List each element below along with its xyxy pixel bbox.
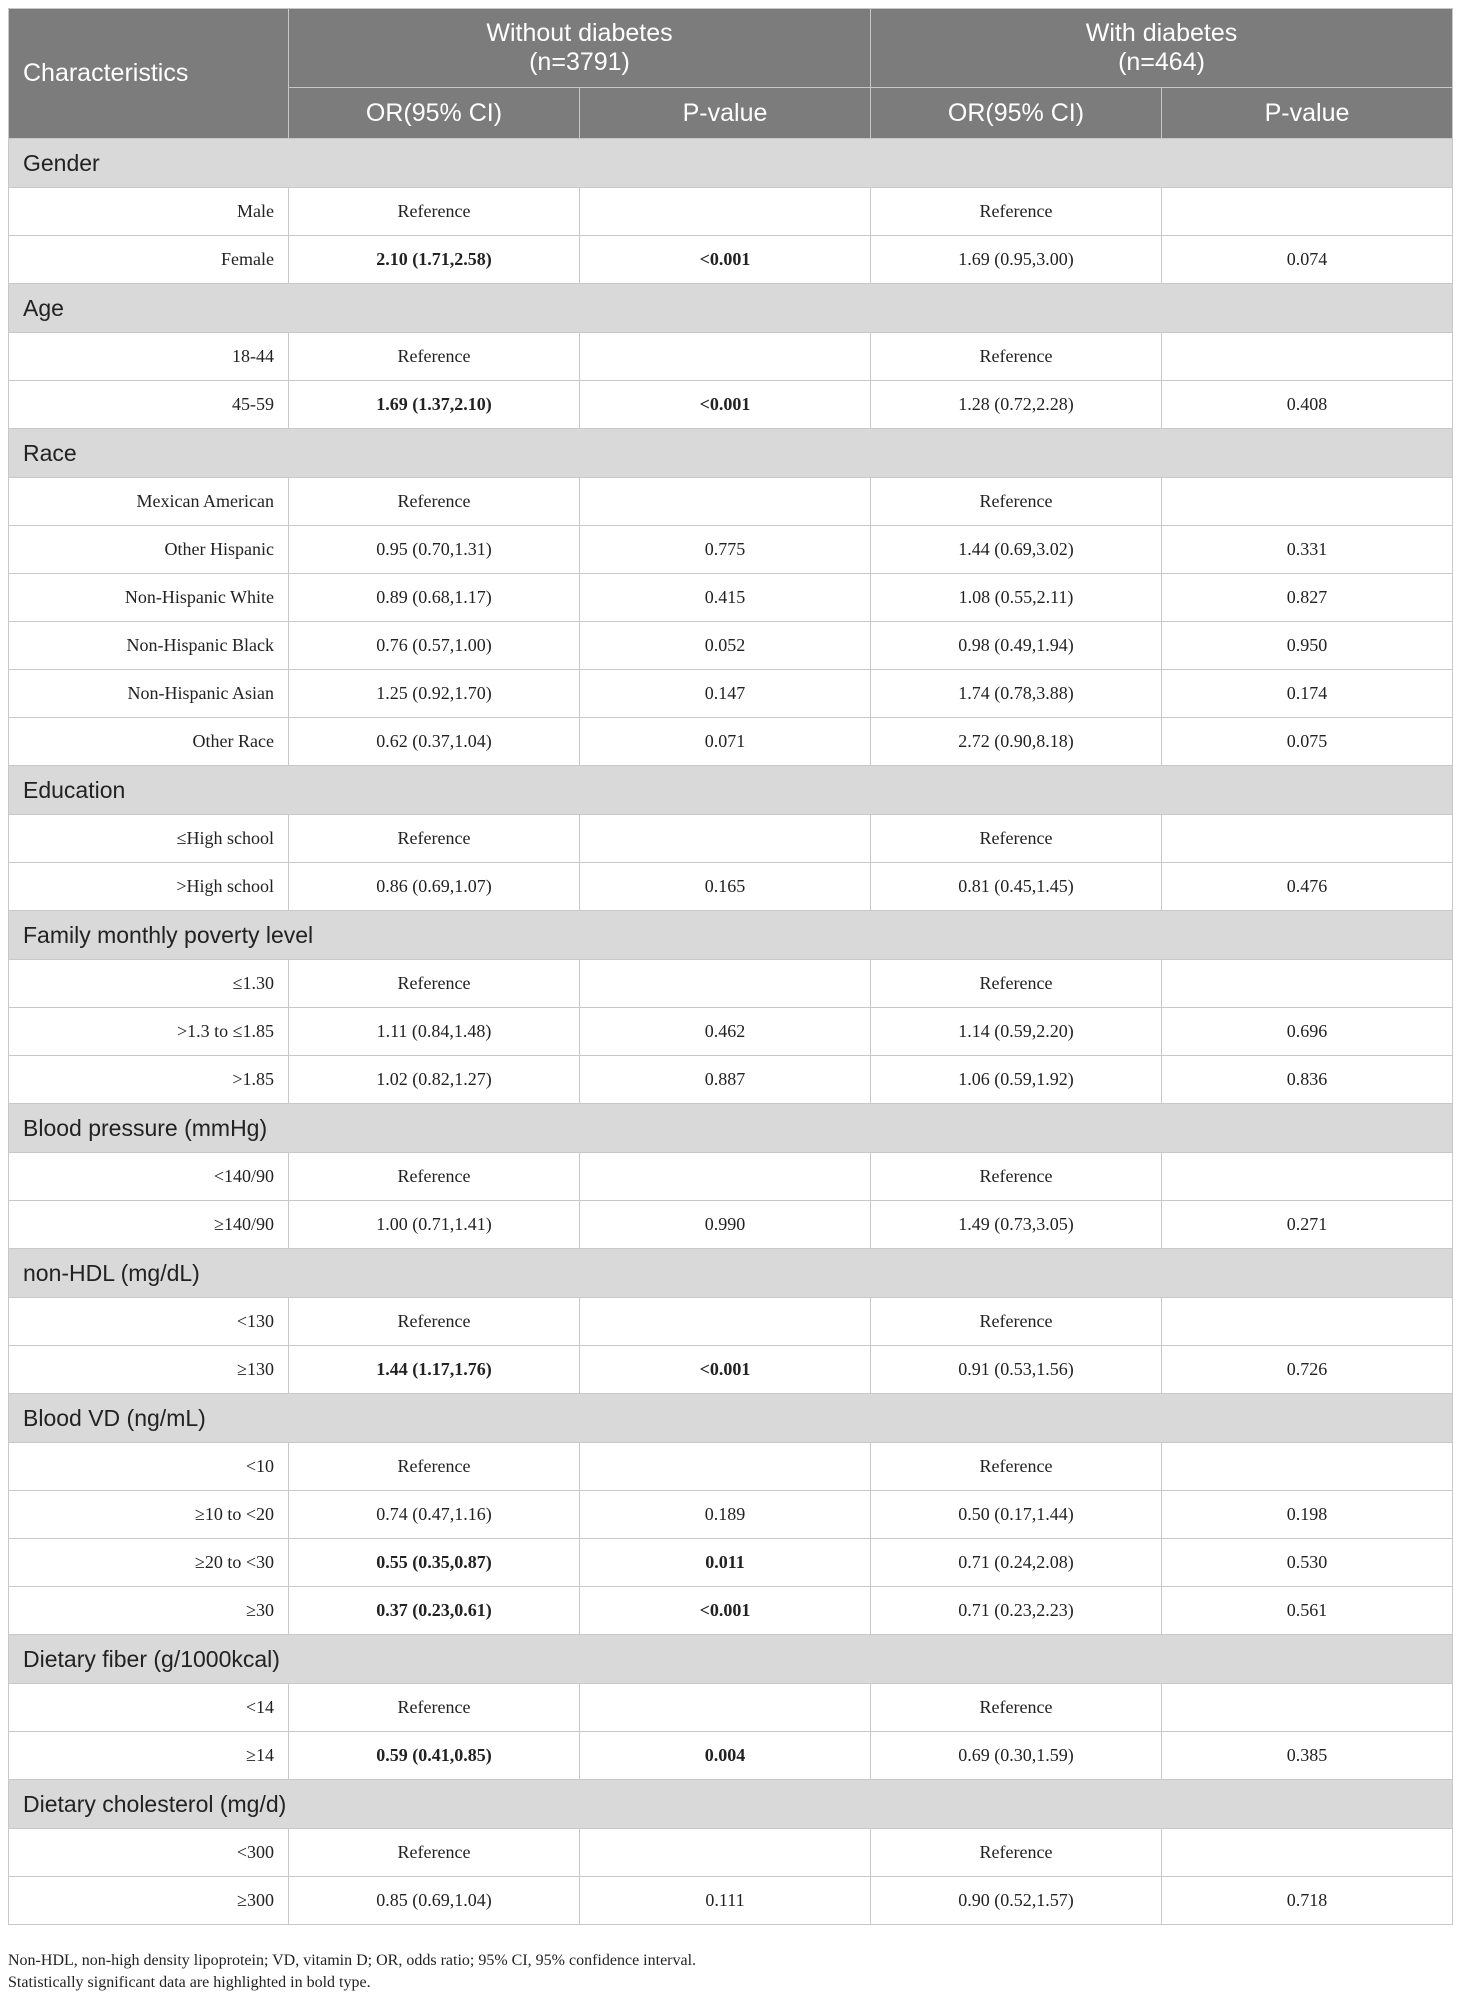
row-label: Male (9, 188, 289, 236)
cell-or-with-diabetes: Reference (871, 1298, 1162, 1346)
cell-or-with-diabetes: Reference (871, 1443, 1162, 1491)
cell-p-with-diabetes (1162, 478, 1453, 526)
table-container (8, 8, 1452, 1925)
cell-p-with-diabetes (1162, 1829, 1453, 1877)
cell-p-without-diabetes: 0.052 (580, 622, 871, 670)
cell-p-without-diabetes: 0.111 (580, 1877, 871, 1925)
table-row (9, 381, 1453, 429)
cell-or-without-diabetes: 2.10 (1.71,2.58) (289, 236, 580, 284)
cell-p-without-diabetes (580, 1153, 871, 1201)
table-row (9, 622, 1453, 670)
section-header-row (9, 429, 1453, 478)
header-or-ci: OR(95% CI) (871, 88, 1162, 139)
table-row (9, 1587, 1453, 1635)
row-label: <300 (9, 1829, 289, 1877)
cell-p-without-diabetes: <0.001 (580, 1346, 871, 1394)
section-header-row (9, 1394, 1453, 1443)
cell-p-without-diabetes: 0.147 (580, 670, 871, 718)
cell-p-with-diabetes: 0.174 (1162, 670, 1453, 718)
table-row (9, 1491, 1453, 1539)
cell-or-without-diabetes: Reference (289, 333, 580, 381)
section-title: Blood pressure (mmHg) (9, 1104, 1453, 1153)
section-header-row (9, 1104, 1453, 1153)
cell-p-without-diabetes (580, 1829, 871, 1877)
cell-or-without-diabetes: 1.02 (0.82,1.27) (289, 1056, 580, 1104)
cell-p-with-diabetes: 0.718 (1162, 1877, 1453, 1925)
cell-or-without-diabetes: Reference (289, 1298, 580, 1346)
row-label: ≥14 (9, 1732, 289, 1780)
table-row (9, 1201, 1453, 1249)
row-label: <10 (9, 1443, 289, 1491)
table-row (9, 1829, 1453, 1877)
cell-or-without-diabetes: 0.89 (0.68,1.17) (289, 574, 580, 622)
cell-or-without-diabetes: Reference (289, 478, 580, 526)
cell-or-with-diabetes: 1.06 (0.59,1.92) (871, 1056, 1162, 1104)
footnote-bold-note: Statistically significant data are highlighted in bold type. (8, 1974, 371, 1991)
row-label: >High school (9, 863, 289, 911)
table-row (9, 863, 1453, 911)
cell-or-with-diabetes: Reference (871, 960, 1162, 1008)
cell-or-without-diabetes: 0.62 (0.37,1.04) (289, 718, 580, 766)
cell-or-with-diabetes: Reference (871, 1829, 1162, 1877)
section-header-row (9, 1635, 1453, 1684)
cell-p-with-diabetes (1162, 333, 1453, 381)
cell-or-without-diabetes: 0.76 (0.57,1.00) (289, 622, 580, 670)
row-label: ≥30 (9, 1587, 289, 1635)
section-header-row (9, 139, 1453, 188)
cell-p-with-diabetes (1162, 1153, 1453, 1201)
cell-or-with-diabetes: Reference (871, 815, 1162, 863)
cell-p-without-diabetes (580, 188, 871, 236)
table-row (9, 188, 1453, 236)
header-group-without-diabetes (289, 9, 871, 88)
cell-or-with-diabetes: 1.74 (0.78,3.88) (871, 670, 1162, 718)
table-row (9, 670, 1453, 718)
cell-p-with-diabetes: 0.561 (1162, 1587, 1453, 1635)
section-header-row (9, 284, 1453, 333)
cell-or-without-diabetes: Reference (289, 1153, 580, 1201)
cell-p-with-diabetes (1162, 1443, 1453, 1491)
cell-or-without-diabetes: 0.86 (0.69,1.07) (289, 863, 580, 911)
section-title: Dietary cholesterol (mg/d) (9, 1780, 1453, 1829)
cell-or-with-diabetes: Reference (871, 1684, 1162, 1732)
cell-p-with-diabetes: 0.271 (1162, 1201, 1453, 1249)
cell-or-without-diabetes: 0.74 (0.47,1.16) (289, 1491, 580, 1539)
cell-or-with-diabetes: 0.71 (0.23,2.23) (871, 1587, 1162, 1635)
group-n: (n=464) (1118, 48, 1205, 76)
header-p-value: P-value (1162, 88, 1453, 139)
footnote-abbreviations: Non-HDL, non-high density lipoprotein; VD, vitamin D; OR, odds ratio; 95% CI, 95% confidence interval. (8, 1952, 697, 1969)
cell-or-with-diabetes: 0.71 (0.24,2.08) (871, 1539, 1162, 1587)
cell-or-with-diabetes: 1.14 (0.59,2.20) (871, 1008, 1162, 1056)
cell-p-without-diabetes: 0.887 (580, 1056, 871, 1104)
cell-p-without-diabetes: 0.415 (580, 574, 871, 622)
cell-p-without-diabetes: 0.071 (580, 718, 871, 766)
table-row (9, 1346, 1453, 1394)
row-label: >1.3 to ≤1.85 (9, 1008, 289, 1056)
row-label: <140/90 (9, 1153, 289, 1201)
cell-p-without-diabetes (580, 333, 871, 381)
results-table (8, 8, 1453, 1925)
table-row (9, 960, 1453, 1008)
cell-p-with-diabetes: 0.950 (1162, 622, 1453, 670)
cell-p-without-diabetes: 0.990 (580, 1201, 871, 1249)
group-title: Without diabetes (486, 19, 673, 47)
section-title: Race (9, 429, 1453, 478)
table-row (9, 1443, 1453, 1491)
cell-p-without-diabetes (580, 1684, 871, 1732)
table-row (9, 1298, 1453, 1346)
cell-p-with-diabetes: 0.476 (1162, 863, 1453, 911)
cell-p-with-diabetes (1162, 188, 1453, 236)
cell-p-without-diabetes: <0.001 (580, 236, 871, 284)
section-header-row (9, 766, 1453, 815)
footnotes (8, 1950, 1452, 1994)
cell-or-with-diabetes: 0.69 (0.30,1.59) (871, 1732, 1162, 1780)
row-label: ≥140/90 (9, 1201, 289, 1249)
row-label: <14 (9, 1684, 289, 1732)
cell-or-without-diabetes: 1.00 (0.71,1.41) (289, 1201, 580, 1249)
cell-p-with-diabetes: 0.696 (1162, 1008, 1453, 1056)
cell-or-without-diabetes: 0.37 (0.23,0.61) (289, 1587, 580, 1635)
table-header (9, 9, 1453, 139)
cell-p-without-diabetes (580, 478, 871, 526)
cell-p-with-diabetes: 0.074 (1162, 236, 1453, 284)
section-header-row (9, 911, 1453, 960)
cell-or-without-diabetes: 0.95 (0.70,1.31) (289, 526, 580, 574)
row-label: ≥130 (9, 1346, 289, 1394)
cell-p-without-diabetes: 0.462 (580, 1008, 871, 1056)
section-title: Age (9, 284, 1453, 333)
table-row (9, 574, 1453, 622)
cell-p-with-diabetes (1162, 815, 1453, 863)
row-label: Other Race (9, 718, 289, 766)
cell-or-with-diabetes: 1.69 (0.95,3.00) (871, 236, 1162, 284)
row-label: 18-44 (9, 333, 289, 381)
cell-p-without-diabetes: 0.189 (580, 1491, 871, 1539)
table-row (9, 1732, 1453, 1780)
cell-or-with-diabetes: 0.81 (0.45,1.45) (871, 863, 1162, 911)
cell-or-without-diabetes: 1.44 (1.17,1.76) (289, 1346, 580, 1394)
cell-p-without-diabetes: 0.775 (580, 526, 871, 574)
cell-or-without-diabetes: 1.69 (1.37,2.10) (289, 381, 580, 429)
table-row (9, 236, 1453, 284)
table-row (9, 333, 1453, 381)
table-row (9, 1877, 1453, 1925)
cell-p-without-diabetes: <0.001 (580, 381, 871, 429)
section-title: Blood VD (ng/mL) (9, 1394, 1453, 1443)
cell-or-without-diabetes: Reference (289, 1443, 580, 1491)
row-label: Non-Hispanic White (9, 574, 289, 622)
cell-p-with-diabetes: 0.827 (1162, 574, 1453, 622)
header-p-value: P-value (580, 88, 871, 139)
table-row (9, 1008, 1453, 1056)
table-row (9, 1684, 1453, 1732)
cell-or-without-diabetes: 0.55 (0.35,0.87) (289, 1539, 580, 1587)
section-title: non-HDL (mg/dL) (9, 1249, 1453, 1298)
cell-p-with-diabetes: 0.331 (1162, 526, 1453, 574)
section-title: Education (9, 766, 1453, 815)
cell-or-without-diabetes: Reference (289, 1684, 580, 1732)
header-group-with-diabetes (871, 9, 1453, 88)
table-row (9, 526, 1453, 574)
section-title: Gender (9, 139, 1453, 188)
cell-p-without-diabetes: <0.001 (580, 1587, 871, 1635)
cell-p-without-diabetes (580, 1443, 871, 1491)
group-n: (n=3791) (529, 48, 630, 76)
section-title: Family monthly poverty level (9, 911, 1453, 960)
cell-or-with-diabetes: 0.50 (0.17,1.44) (871, 1491, 1162, 1539)
row-label: Non-Hispanic Black (9, 622, 289, 670)
cell-or-without-diabetes: 1.25 (0.92,1.70) (289, 670, 580, 718)
cell-or-without-diabetes: Reference (289, 960, 580, 1008)
table-row (9, 718, 1453, 766)
cell-p-without-diabetes (580, 1298, 871, 1346)
cell-p-with-diabetes: 0.385 (1162, 1732, 1453, 1780)
table-body (9, 139, 1453, 1925)
row-label: Other Hispanic (9, 526, 289, 574)
cell-p-without-diabetes: 0.165 (580, 863, 871, 911)
row-label: Female (9, 236, 289, 284)
cell-or-with-diabetes: 1.08 (0.55,2.11) (871, 574, 1162, 622)
cell-or-with-diabetes: Reference (871, 188, 1162, 236)
row-label: ≥20 to <30 (9, 1539, 289, 1587)
cell-p-with-diabetes (1162, 1298, 1453, 1346)
cell-p-without-diabetes (580, 960, 871, 1008)
section-title: Dietary fiber (g/1000kcal) (9, 1635, 1453, 1684)
cell-or-without-diabetes: 0.59 (0.41,0.85) (289, 1732, 580, 1780)
row-label: ≥10 to <20 (9, 1491, 289, 1539)
cell-or-with-diabetes: Reference (871, 478, 1162, 526)
cell-or-without-diabetes: Reference (289, 1829, 580, 1877)
cell-or-without-diabetes: 0.85 (0.69,1.04) (289, 1877, 580, 1925)
cell-p-with-diabetes (1162, 960, 1453, 1008)
table-row (9, 1539, 1453, 1587)
cell-or-without-diabetes: 1.11 (0.84,1.48) (289, 1008, 580, 1056)
cell-or-with-diabetes: 1.28 (0.72,2.28) (871, 381, 1162, 429)
group-title: With diabetes (1085, 19, 1238, 47)
row-label: >1.85 (9, 1056, 289, 1104)
cell-p-with-diabetes: 0.726 (1162, 1346, 1453, 1394)
table-row (9, 1153, 1453, 1201)
cell-p-with-diabetes: 0.408 (1162, 381, 1453, 429)
row-label: ≥300 (9, 1877, 289, 1925)
cell-or-with-diabetes: 2.72 (0.90,8.18) (871, 718, 1162, 766)
row-label: Mexican American (9, 478, 289, 526)
row-label: Non-Hispanic Asian (9, 670, 289, 718)
cell-or-with-diabetes: 1.49 (0.73,3.05) (871, 1201, 1162, 1249)
row-label: <130 (9, 1298, 289, 1346)
row-label: 45-59 (9, 381, 289, 429)
row-label: ≤1.30 (9, 960, 289, 1008)
cell-p-with-diabetes: 0.530 (1162, 1539, 1453, 1587)
cell-or-with-diabetes: 1.44 (0.69,3.02) (871, 526, 1162, 574)
table-row (9, 1056, 1453, 1104)
cell-p-without-diabetes: 0.004 (580, 1732, 871, 1780)
cell-p-without-diabetes: 0.011 (580, 1539, 871, 1587)
cell-or-without-diabetes: Reference (289, 188, 580, 236)
row-label: ≤High school (9, 815, 289, 863)
table-row (9, 478, 1453, 526)
section-header-row (9, 1249, 1453, 1298)
cell-p-with-diabetes (1162, 1684, 1453, 1732)
cell-or-without-diabetes: Reference (289, 815, 580, 863)
header-or-ci: OR(95% CI) (289, 88, 580, 139)
cell-or-with-diabetes: Reference (871, 1153, 1162, 1201)
cell-or-with-diabetes: Reference (871, 333, 1162, 381)
cell-or-with-diabetes: 0.90 (0.52,1.57) (871, 1877, 1162, 1925)
cell-p-with-diabetes: 0.075 (1162, 718, 1453, 766)
cell-p-without-diabetes (580, 815, 871, 863)
cell-or-with-diabetes: 0.98 (0.49,1.94) (871, 622, 1162, 670)
table-row (9, 815, 1453, 863)
section-header-row (9, 1780, 1453, 1829)
cell-or-with-diabetes: 0.91 (0.53,1.56) (871, 1346, 1162, 1394)
cell-p-with-diabetes: 0.836 (1162, 1056, 1453, 1104)
header-characteristics: Characteristics (9, 9, 289, 139)
cell-p-with-diabetes: 0.198 (1162, 1491, 1453, 1539)
